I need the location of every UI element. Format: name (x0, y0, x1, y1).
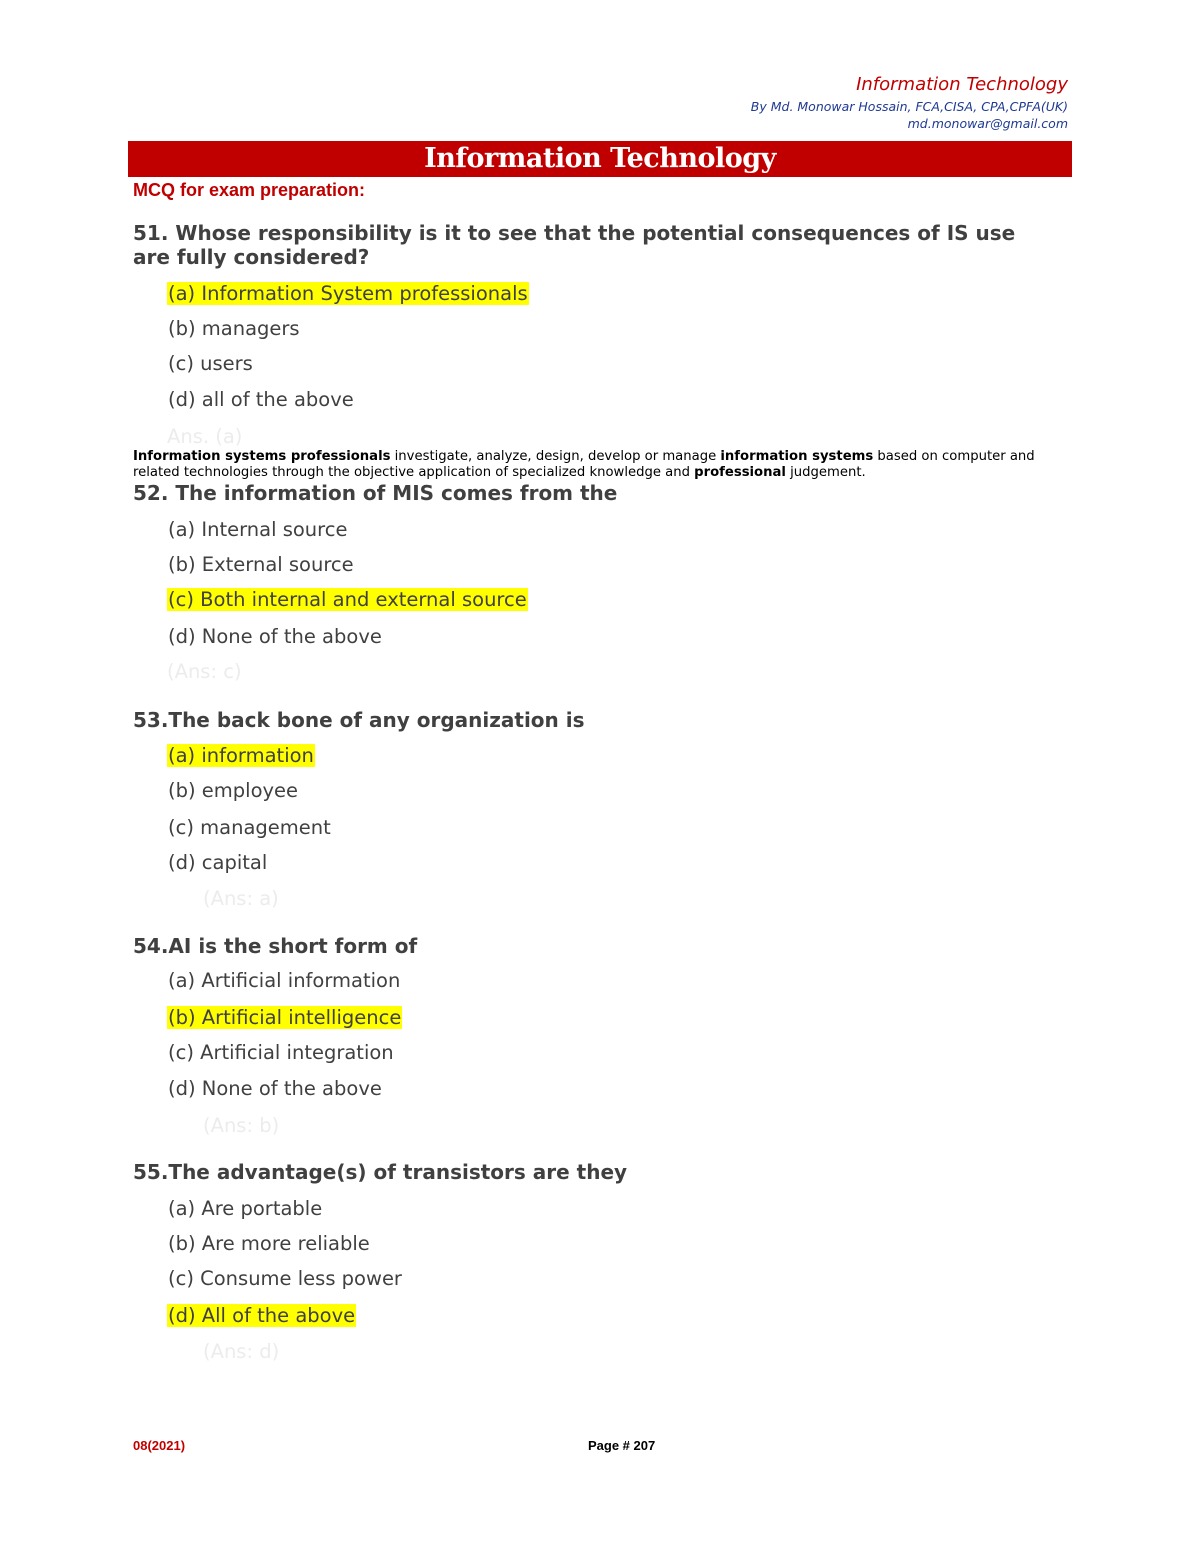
question-53: 53.The back bone of any organization is (133, 708, 585, 732)
option-51-d: (d) all of the above (168, 388, 354, 411)
answer-52: (Ans: c) (167, 660, 242, 683)
option-55-b: (b) Are more reliable (168, 1232, 370, 1255)
title-banner: Information Technology (128, 141, 1072, 177)
option-52-a: (a) Internal source (168, 518, 348, 541)
option-52-d: (d) None of the above (168, 625, 382, 648)
question-51: 51. Whose responsibility is it to see that the potential consequences of IS use are fully considered? (133, 221, 1016, 269)
option-51-b: (b) managers (168, 317, 300, 340)
option-53-a: (a) information (168, 744, 314, 767)
option-55-c: (c) Consume less power (168, 1267, 402, 1290)
option-54-a: (a) Artificial information (168, 969, 401, 992)
answer-55: (Ans: d) (203, 1340, 280, 1363)
option-52-c: (c) Both internal and external source (168, 588, 527, 611)
running-header-email: md.monowar@gmail.com (907, 116, 1068, 131)
option-51-c: (c) users (168, 352, 253, 375)
footer-edition: 08(2021) (133, 1438, 186, 1453)
answer-53: (Ans: a) (203, 887, 279, 910)
explanation-paragraph: Information systems professionals investigate, analyze, design, develop or manage information systems based on computer and related technologies through the objective application of specialized knowledge and professional judgement. (133, 449, 1035, 480)
option-52-b: (b) External source (168, 553, 354, 576)
option-53-b: (b) employee (168, 779, 299, 802)
option-54-b: (b) Artificial intelligence (168, 1006, 402, 1029)
option-54-d: (d) None of the above (168, 1077, 382, 1100)
option-54-c: (c) Artificial integration (168, 1041, 394, 1064)
question-55: 55.The advantage(s) of transistors are they (133, 1160, 628, 1184)
option-51-a: (a) Information System professionals (168, 282, 528, 305)
option-53-d: (d) capital (168, 851, 268, 874)
option-55-a: (a) Are portable (168, 1197, 323, 1220)
footer-page-number: Page # 207 (588, 1438, 656, 1453)
running-header-author: By Md. Monowar Hossain, FCA,CISA, CPA,CPFA(UK) (750, 99, 1068, 114)
section-subtitle: MCQ for exam preparation: (133, 180, 366, 200)
option-55-d: (d) All of the above (168, 1304, 356, 1327)
running-header-title: Information Technology (856, 74, 1068, 95)
question-54: 54.AI is the short form of (133, 934, 418, 958)
option-53-c: (c) management (168, 816, 331, 839)
answer-51: Ans. (a) (167, 425, 243, 448)
question-52: 52. The information of MIS comes from the (133, 481, 618, 505)
answer-54: (Ans: b) (203, 1114, 280, 1137)
